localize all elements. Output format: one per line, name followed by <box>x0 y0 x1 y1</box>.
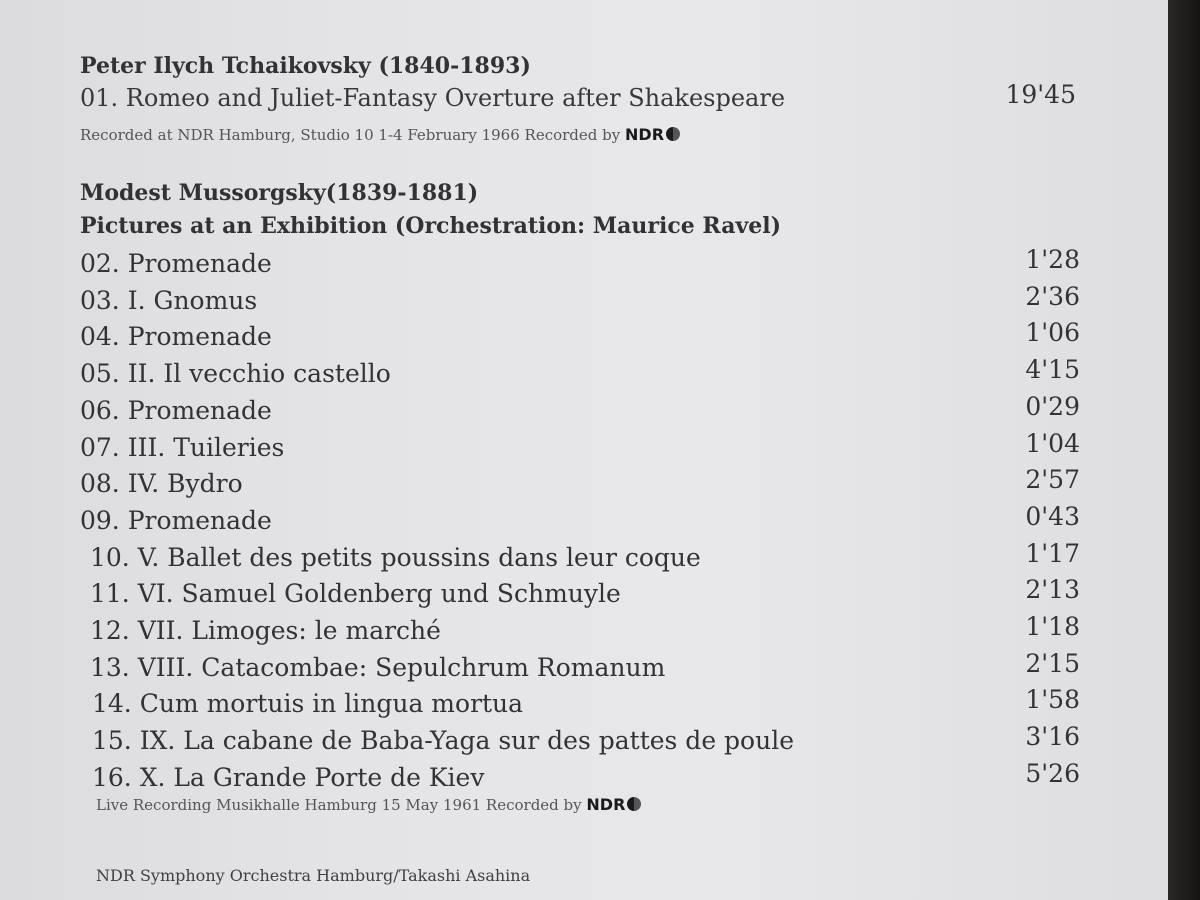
track-title: 10. V. Ballet des petits poussins dans leur coque <box>90 542 701 572</box>
track-title: 09. Promenade <box>80 505 272 535</box>
track-duration: 3'16 <box>1025 722 1080 752</box>
track-title: 01. Romeo and Juliet-Fantasy Overture after Shakespeare <box>80 84 786 112</box>
ndr-logo-icon <box>666 127 680 141</box>
track-duration: 5'26 <box>1025 758 1080 788</box>
track-duration: 1'18 <box>1025 612 1080 641</box>
track-duration: 1'28 <box>1025 245 1080 274</box>
track-title: 03. I. Gnomus <box>80 285 258 315</box>
ndr-logo-icon <box>627 797 641 811</box>
recording-note <box>80 125 680 144</box>
track-title: 07. III. Tuileries <box>80 432 285 462</box>
track-title: 02. Promenade <box>80 249 272 278</box>
composer-mussorgsky: Modest Mussorgsky(1839-1881) <box>80 180 479 206</box>
recording-text: Recorded at NDR Hamburg, Studio 10 1-4 February 1966 Recorded by <box>80 126 621 144</box>
track-title: 05. II. Il vecchio castello <box>80 359 391 389</box>
track-title: 04. Promenade <box>80 322 272 352</box>
track-title: 11. VI. Samuel Goldenberg und Schmuyle <box>90 579 621 609</box>
track-title: 08. IV. Bydro <box>80 469 243 499</box>
track-duration: 2'36 <box>1025 281 1080 311</box>
track-duration: 1'58 <box>1025 685 1080 715</box>
track-duration: 4'15 <box>1025 355 1080 385</box>
ndr-logo: NDR <box>625 125 665 144</box>
track-title: 12. VII. Limoges: le marché <box>90 616 441 645</box>
track-duration: 19'45 <box>1005 80 1076 109</box>
track-duration: 1'06 <box>1025 318 1080 348</box>
track-title: 16. X. La Grande Porte de Kiev <box>92 762 485 792</box>
track-duration: 2'15 <box>1025 648 1080 678</box>
track-duration: 1'17 <box>1025 538 1080 568</box>
orchestra-credit: NDR Symphony Orchestra Hamburg/Takashi Asahina <box>96 866 531 885</box>
track-duration: 0'29 <box>1025 391 1080 421</box>
work-title: Pictures at an Exhibition (Orchestration: Maurice Ravel) <box>80 213 782 239</box>
track-duration: 0'43 <box>1025 501 1080 531</box>
ndr-logo: NDR <box>586 795 626 814</box>
composer-tchaikovsky: Peter Ilych Tchaikovsky (1840-1893) <box>80 53 531 79</box>
track-title: 15. IX. La cabane de Baba-Yaga sur des pattes de poule <box>92 726 795 756</box>
live-recording-note <box>96 795 641 814</box>
recording-text: Live Recording Musikhalle Hamburg 15 May 1961 Recorded by <box>96 796 582 814</box>
track-duration: 2'13 <box>1025 575 1080 605</box>
track-duration: 1'04 <box>1025 428 1080 458</box>
track-title: 14. Cum mortuis in lingua mortua <box>92 689 524 719</box>
track-duration: 2'57 <box>1025 465 1080 495</box>
jewel-case-edge <box>1168 0 1200 900</box>
track-title: 13. VIII. Catacombae: Sepulchrum Romanum <box>90 652 666 682</box>
track-title: 06. Promenade <box>80 395 272 425</box>
